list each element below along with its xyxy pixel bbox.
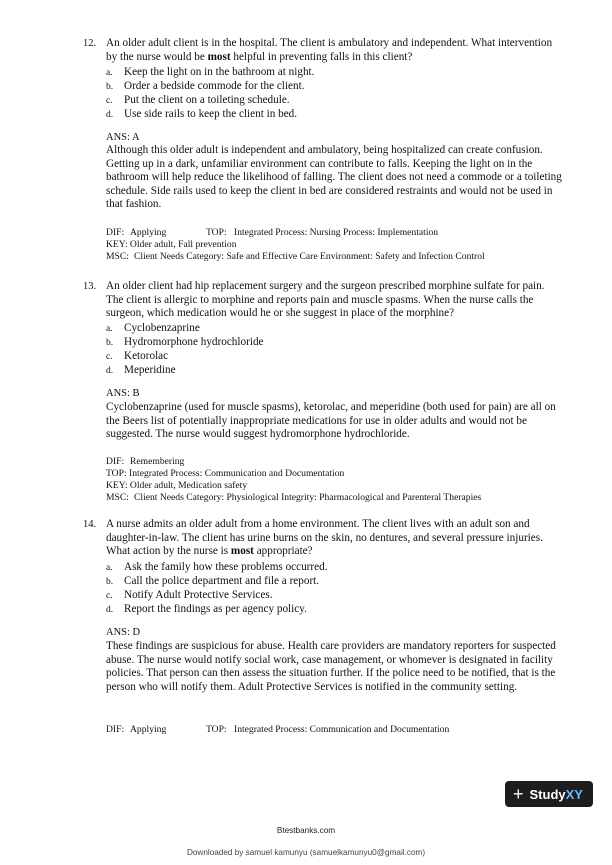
option-a: a. Keep the light on in the bathroom at night. — [106, 66, 315, 78]
option-b: b. Order a bedside commode for the client. — [106, 80, 305, 92]
meta-dif-top: DIF: Applying TOP: Integrated Process: Nursing Process: Implementation — [106, 227, 439, 238]
question-stem — [106, 37, 562, 64]
option-d: d. Meperidine — [106, 364, 176, 376]
stem-text: An older adult client is in the hospital. The client is ambulatory and independent. What intervention by the nurse would be — [106, 37, 553, 63]
stem-text-end: helpful in preventing falls in this client? — [230, 50, 413, 63]
option-a: a. Ask the family how these problems occurred. — [106, 561, 328, 573]
meta-top: TOP: Integrated Process: Communication and Documentation — [106, 468, 345, 479]
rationale: Cyclobenzaprine (used for muscle spasms), ketorolac, and meperidine (both used for pain) are all on the Beers list of potentially inappropriate medications for use in older adults and would not be suggested. The nurse would suggest hydromorphone hydrochloride. — [106, 401, 556, 441]
option-c: c. Put the client on a toileting schedule. — [106, 94, 290, 106]
stem-emphasis: most — [207, 50, 231, 63]
option-d: d. Report the findings as per agency policy. — [106, 603, 307, 615]
question-number: 14. — [83, 519, 97, 530]
rationale: These findings are suspicious for abuse. Health care providers are mandatory reporters for suspected abuse. The nurse would notify social work, case management, or whomever is designated in facility policies. That person can then assess the situation further. If the police need to be notified, that is the person who will notify them. Adult Protective Services is notified in the community setting. — [106, 640, 556, 693]
answer: ANS: A — [106, 132, 140, 143]
option-b: b. Hydromorphone hydrochloride — [106, 336, 264, 348]
option-c: c. Ketorolac — [106, 350, 169, 362]
answer: ANS: D — [106, 627, 141, 638]
question-stem: An older client had hip replacement surgery and the surgeon prescribed morphine sulfate for pain. The client is allergic to morphine and reports pain and muscle spasms. When the nurse calls the surgeon, which medication would he or she suggest in place of the morphine? — [106, 280, 545, 320]
meta-key: KEY: Older adult, Fall prevention — [106, 239, 237, 250]
meta-msc: MSC: Client Needs Category: Safe and Effective Care Environment: Safety and Infection Control — [106, 251, 485, 262]
question-number: 13. — [83, 281, 97, 292]
stem-text: A nurse admits an older adult from a home environment. The client lives with an adult son and daughter-in-law. The client has urine burns on the skin, no dentures, and several pressure injuries. What action by the nurse is — [106, 518, 543, 558]
stem-emphasis: most — [230, 545, 254, 558]
option-b: b. Call the police department and file a report. — [106, 575, 320, 587]
rationale: Although this older adult is independent and ambulatory, being hospitalized can create confusion. Getting up in a dark, unfamiliar environment can contribute to falls. Keeping the light on in the bathroom will help reduce the likelihood of falling. The client does not need a commode or a toileting schedule. Side rails used to keep the client in bed are considered restraints and would not be used in that fashion. — [106, 144, 562, 211]
meta-dif: DIF: Remembering — [106, 456, 185, 467]
answer: ANS: B — [106, 388, 140, 399]
option-c: c. Notify Adult Protective Services. — [106, 589, 273, 601]
meta-dif-top: DIF: Applying TOP: Integrated Process: Communication and Documentation — [106, 724, 450, 735]
question-stem — [106, 518, 562, 559]
badge-text-accent: XY — [565, 786, 583, 802]
meta-msc: MSC: Client Needs Category: Physiological Integrity: Pharmacological and Parenteral Therapies — [106, 492, 482, 503]
studyxy-badge[interactable] — [505, 781, 593, 807]
option-d: d. Use side rails to keep the client in bed. — [106, 108, 298, 120]
option-a: a. Cyclobenzaprine — [106, 322, 200, 334]
meta-key: KEY: Older adult, Medication safety — [106, 480, 248, 491]
badge-text: Study — [529, 786, 566, 802]
stem-text-end: appropriate? — [253, 545, 313, 558]
question-number: 12. — [83, 38, 97, 49]
footer-site: Btestbanks.com — [276, 826, 336, 835]
footer-download-note: Downloaded by samuel kamunyu (samuelkamunyu0@gmail.com) — [186, 848, 426, 857]
plus-icon: + — [513, 784, 524, 804]
